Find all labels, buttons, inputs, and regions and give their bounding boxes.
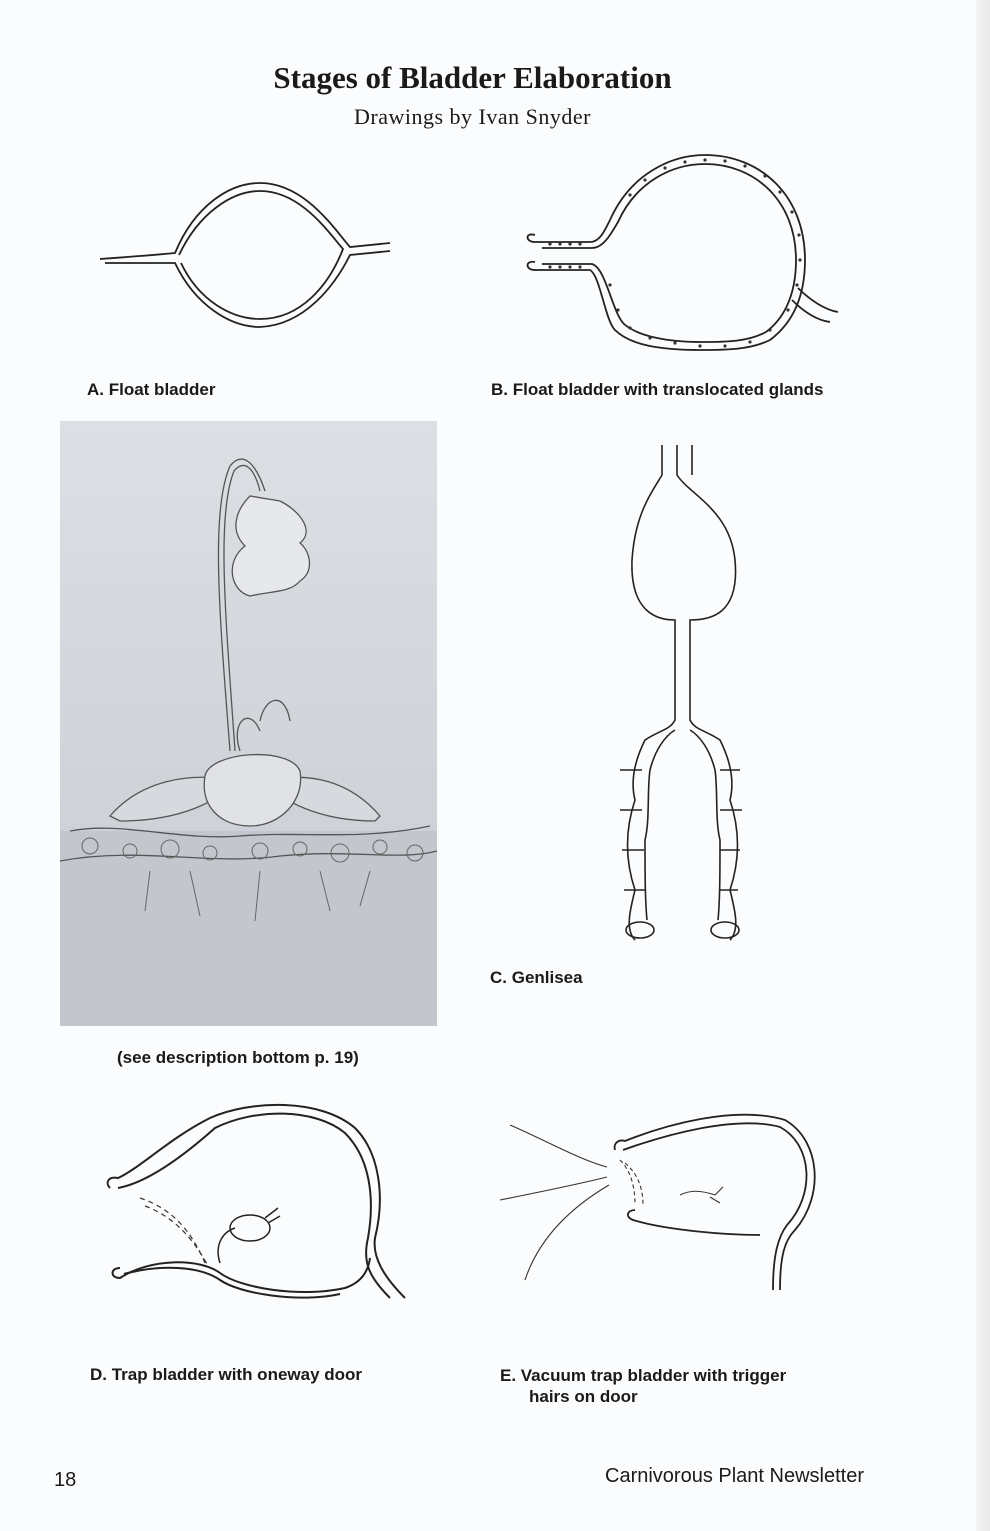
journal-name: Carnivorous Plant Newsletter [605,1465,864,1487]
caption-c: C. Genlisea [490,968,583,987]
page-title: Stages of Bladder Elaboration [273,60,672,95]
figure-c-genlisea [580,440,755,945]
caption-a: A. Float bladder [87,380,216,399]
figure-a-float-bladder [95,175,395,335]
page-subtitle: Drawings by Ivan Snyder [354,104,591,129]
caption-e-line2: hairs on door [529,1387,638,1406]
caption-b: B. Float bladder with translocated glands [491,380,824,399]
figure-d-trap-bladder [100,1098,410,1303]
photo-caption: (see description bottom p. 19) [117,1048,359,1067]
plant-photo [60,421,437,1026]
caption-d: D. Trap bladder with oneway door [90,1365,363,1384]
figure-e-vacuum-trap [495,1105,825,1305]
page-number: 18 [54,1469,77,1491]
page-edge-shadow [976,0,990,1531]
caption-e [500,1365,786,1407]
caption-e-line1: E. Vacuum trap bladder with trigger [500,1366,787,1385]
figure-b-gland-bladder [520,150,845,355]
